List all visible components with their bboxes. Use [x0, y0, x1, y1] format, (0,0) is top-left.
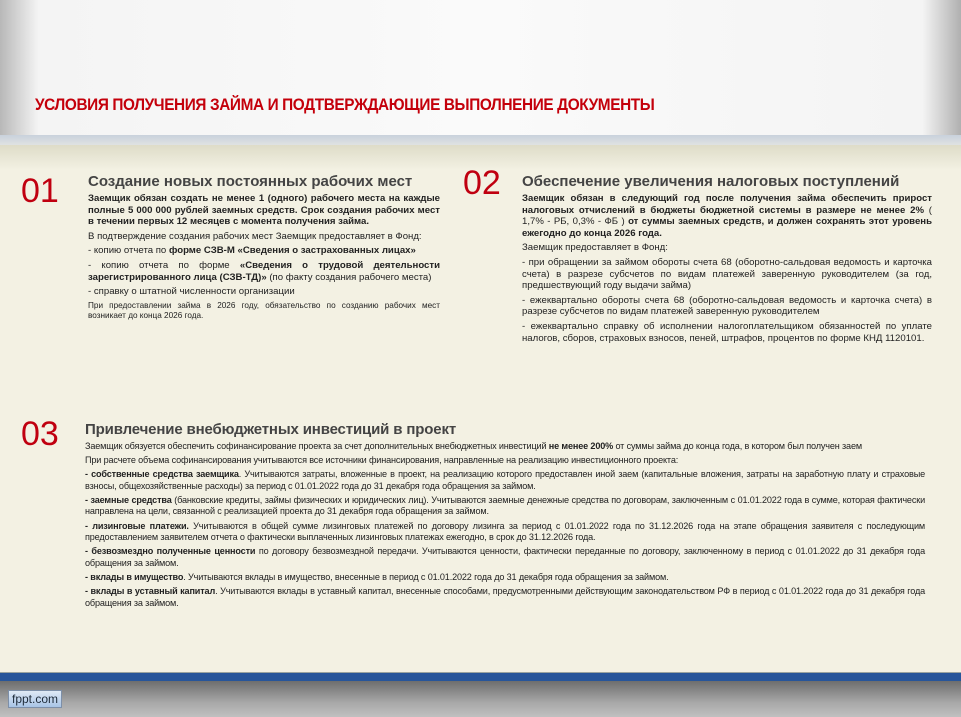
bold-text: - заемные средства: [85, 494, 172, 505]
bold-text: Заемщик обязан в следующий год после получения займа обеспечить прирост налоговых отчислений в бюджеты бюджетной системы в размере не менее 2%: [522, 193, 932, 216]
bold-text: Заемщик обязан создать не менее 1 (одного) рабочего места на каждые полные 5 000 000 рублей заемных средств. Срок создания рабочих мест в течении первых 12 месяцев с момента получения займа.: [88, 193, 440, 228]
text: по договору безвозмездной передачи. Учитываются ценности, фактически переданные по договору, заключенному в период с 01.01.2022 до 31 декабря года обращения за займом.: [85, 546, 925, 568]
section-number-2: 02: [463, 164, 501, 202]
text: Заемщик предоставляет в Фонд:: [522, 242, 668, 254]
footer-line: [0, 672, 961, 681]
bold-text: - безвозмездно полученные ценности: [85, 546, 256, 557]
text: - копию отчета по: [88, 245, 169, 257]
text: В подтверждение создания рабочих мест Заемщик предоставляет в Фонд:: [88, 230, 422, 242]
section-title: Привлечение внебюджетных инвестиций в проект: [85, 421, 457, 438]
text: от суммы займа до конца года, в котором был получен заем: [613, 441, 862, 451]
paragraph: [88, 286, 440, 298]
text: ( 1,7% - РБ, 0,3% - ФБ ): [522, 204, 932, 228]
section-number-3: 03: [21, 415, 59, 453]
text: - ежеквартально обороты счета 68 (оборотно-сальдовая ведомость и карточка счета) в разрезе субсчетов по видам платежей заверенную руководителем: [522, 294, 932, 318]
text: (банковские кредиты, займы физических и юридических лиц). Учитываются заемные денежные средства по договорам, заключенным с 01.01.2022 года в сумме, которая фактически направлена на цели, связанной с реализацией проекта до 31 декабря года обращения за займом.: [85, 494, 925, 517]
text: Учитываются в общей сумме лизинговых платежей по договору лизинга за период с 01.01.2022 года по 31.12.2026 года на этапе обращения заявителя с последующим предоставлением заявителем отчета о фактически выплаченных лизинговых платежах ежегодно, в срок до 31.12.2026 года.: [85, 520, 925, 543]
section-number-1: 01: [21, 172, 59, 210]
paragraph: [88, 260, 440, 283]
paragraph: [522, 242, 932, 254]
text: - копию отчета по форме: [88, 259, 240, 271]
section-title: Обеспечение увеличения налоговых поступлений: [522, 173, 900, 190]
bold-text: не менее 200%: [548, 441, 614, 451]
paragraph: [85, 455, 925, 467]
paragraph: [85, 546, 925, 569]
paragraph: [85, 572, 925, 584]
paragraph: [522, 295, 932, 318]
paragraph: [85, 586, 925, 609]
text: (по факту создания рабочего места): [266, 271, 432, 283]
text: Заемщик обязуется обеспечить софинансирование проекта за счет дополнительных внебюджетных инвестиций: [85, 441, 549, 451]
text: При предоставлении займа в 2026 году, обязательство по созданию рабочих мест возникает до конца 2026 года.: [88, 300, 440, 321]
paragraph: [88, 193, 440, 228]
brand-badge[interactable]: fppt.com: [8, 690, 62, 708]
bold-text: - собственные средства заемщика: [85, 469, 239, 480]
paragraph: [522, 193, 932, 239]
text: . Учитываются вклады в уставный капитал, внесенные способами, предусмотренными действующим законодательством РФ в период с 01.01.2022 года до 31 декабря года обращения за займом.: [85, 586, 926, 608]
text: - при обращении за займом обороты счета 68 (оборотно-сальдовая ведомость и карточка счета) в разрезе субсчетов по видам платежей заверенную руководителем (за год, предшествующий году выдачи займа): [522, 256, 932, 292]
slide-footer: [0, 681, 961, 717]
text: При расчете объема софинансирования учитываются все источники финансирования, направленные на реализацию инвестиционного проекта:: [85, 455, 679, 466]
bold-text: от суммы заемных средств, и должен сохранять этот уровень ежегодно до конца 2026 года.: [522, 216, 932, 239]
section-investments: [85, 421, 925, 612]
slide-header: [0, 0, 961, 135]
bold-text: - вклады в уставный капитал: [85, 586, 216, 597]
paragraph: [88, 231, 440, 243]
section-tax-revenue: [522, 173, 932, 347]
paragraph: [522, 257, 932, 292]
text: . Учитываются вклады в имущество, внесенные в период с 01.01.2022 года до 31 декабря года обращения за займом.: [183, 571, 669, 582]
bold-text: - вклады в имущество: [85, 571, 184, 582]
section-title: Создание новых постоянных рабочих мест: [88, 173, 413, 190]
paragraph: [85, 521, 925, 544]
bold-text: «Сведения о трудовой деятельности зарегистрированного лица (СЗВ-ТД)»: [88, 259, 440, 283]
text: - ежеквартально справку об исполнении налогоплательщиком обязанностей по уплате налогов, сборов, страховых взносов, пеней, штрафов, процентов по форме КНД 1120101.: [522, 320, 932, 344]
text: - справку о штатной численности организации: [88, 286, 295, 298]
paragraph: [522, 321, 932, 344]
bold-text: форме СЗВ-М «Сведения о застрахованных лицах»: [168, 245, 416, 257]
header-band: [0, 135, 961, 145]
paragraph: [88, 301, 440, 322]
slide-title: УСЛОВИЯ ПОЛУЧЕНИЯ ЗАЙМА И ПОДТВЕРЖДАЮЩИЕ ВЫПОЛНЕНИЕ ДОКУМЕНТЫ: [35, 96, 655, 114]
text: . Учитываются затраты, вложенные в проект, на реализацию которого предоставлен иной заем (капитальные вложения, затраты на заработную плату и страховые взносы, общехозяйственные расходы) за период с 01.01.2022 года до 31 декабря года обращения за займом.: [85, 469, 925, 491]
paragraph: [85, 495, 925, 518]
bold-text: - лизинговые платежи.: [85, 520, 189, 531]
section-job-creation: [88, 173, 440, 325]
paragraph: [88, 245, 440, 257]
paragraph: [85, 469, 925, 492]
paragraph: [85, 441, 925, 453]
